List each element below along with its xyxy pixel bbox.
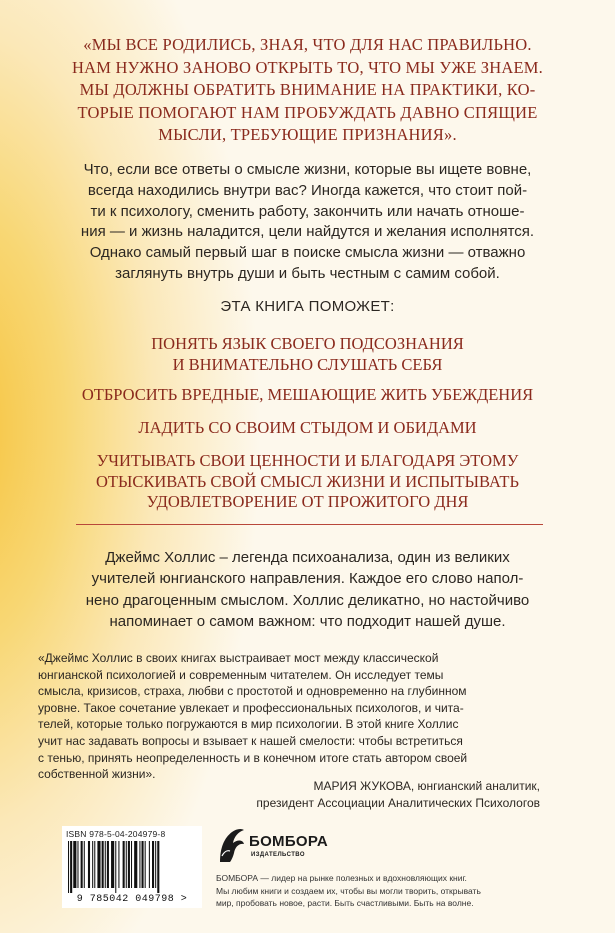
publisher-sub: ИЗДАТЕЛЬСТВО <box>251 852 305 858</box>
intro-line: ти к психологу, сменить работу, закончить или начать отноше- <box>90 202 525 220</box>
barcode-stripe <box>111 841 114 888</box>
barcode-stripe <box>107 841 109 888</box>
intro-line: заглянуть внутрь души и быть честным с самим собой. <box>115 264 500 282</box>
review-line: телей, которые только погружаются в мир психологии. В этой книге Холлис <box>38 717 459 732</box>
review-line: учит нас задавать вопросы и взывает к нашей смелости: чтобы встретиться <box>38 733 463 748</box>
barcode-stripe <box>88 841 90 888</box>
barcode-number: 9 785042 049798 > <box>76 894 188 905</box>
review-attribution <box>230 778 540 812</box>
benefit-item-2 <box>20 385 595 406</box>
barcode-stripe <box>155 841 156 888</box>
publisher-line: Мы любим книги и создаем их, чтобы вы могли творить, открывать <box>216 885 481 896</box>
quote-line: МЫСЛИ, ТРЕБУЮЩИЕ ПРИЗНАНИЯ». <box>158 125 457 144</box>
barcode-stripe <box>145 841 146 888</box>
review-line: «Джеймс Холлис в своих книгах выстраивает мост между классической <box>38 651 439 665</box>
barcode-stripe <box>94 841 95 888</box>
barcode-stripe <box>105 841 106 888</box>
publisher-line: мир, пробовать новое, расти. Быть счастливыми. Быть на волне. <box>216 898 474 908</box>
helps-heading: ЭТА КНИГА ПОМОЖЕТ: <box>220 298 395 315</box>
barcode-stripe <box>115 841 116 893</box>
barcode-stripe <box>84 841 85 888</box>
intro-line: ния — и жизнь наладится, цели найдутся и желания исполнятся. <box>80 223 535 241</box>
benefit-line: ОТБРОСИТЬ ВРЕДНЫЕ, МЕШАЮЩИЕ ЖИТЬ УБЕЖДЕНИЯ <box>81 385 534 404</box>
isbn-label: ISBN 978-5-04-204979-8 <box>66 829 166 839</box>
barcode-stripe <box>102 841 104 888</box>
publisher-line: БОМБОРА — лидер на рынке полезных и вдохновляющих книг. <box>216 873 467 883</box>
barcode-stripe <box>134 841 137 888</box>
review-quote <box>38 650 578 783</box>
bio-line: напоминает о самом важном: что подходит нашей душе. <box>109 612 506 630</box>
review-line: собственной жизни». <box>38 767 156 782</box>
bio-line: Джеймс Холлис – легенда психоанализа, один из великих <box>105 549 510 566</box>
barcode-stripe <box>70 841 72 893</box>
barcode-stripe <box>157 841 159 893</box>
barcode-stripe <box>97 841 100 888</box>
barcode-stripe <box>128 841 130 888</box>
quote-line: МЫ ДОЛЖНЫ ОБРАТИТЬ ВНИМАНИЕ НА ПРАКТИКИ, КО- <box>79 80 536 99</box>
barcode-stripe <box>92 841 93 888</box>
barcode <box>62 826 202 908</box>
bio-line: учителей юнгианского направления. Каждое его слово напол- <box>91 570 524 588</box>
review-line: с тенью, принять неопределенность и в конечном итоге стать автором своей <box>38 750 468 765</box>
quote-line: НАМ НУЖНО ЗАНОВО ОТКРЫТЬ ТО, ЧТО МЫ УЖЕ ЗНАЕМ. <box>72 57 543 77</box>
quote-line: «МЫ ВСЕ РОДИЛИСЬ, ЗНАЯ, ЧТО ДЛЯ НАС ПРАВИЛЬНО. <box>83 35 532 54</box>
barcode-stripe <box>81 841 83 888</box>
publisher-wave-icon <box>218 826 246 864</box>
review-line: уровне. Такое сочетание увлекает и профессиональных психологов, и чита- <box>38 700 464 715</box>
barcode-stripe <box>142 841 144 888</box>
benefit-line: ЛАДИТЬ СО СВОИМ СТЫДОМ И ОБИДАМИ <box>138 418 477 437</box>
benefit-line: УЧИТЫВАТЬ СВОИ ЦЕННОСТИ И БЛАГОДАРЯ ЭТОМУ <box>96 451 519 470</box>
review-line: юнгианской психологией и современным читателем. Он исследует темы <box>38 667 444 682</box>
benefit-item-1 <box>20 334 595 375</box>
benefit-line: ОТЫСКИВАТЬ СВОЙ СМЫСЛ ЖИЗНИ И ИСПЫТЫВАТЬ <box>95 471 519 491</box>
benefit-line: ПОНЯТЬ ЯЗЫК СВОЕГО ПОДСОЗНАНИЯ <box>151 334 464 353</box>
barcode-stripe <box>149 841 150 888</box>
quote-line: ТОРЫЕ ПОМОГАЮТ НАМ ПРОБУЖДАТЬ ДАВНО СПЯЩИЕ <box>77 102 538 122</box>
benefit-item-3 <box>20 418 595 439</box>
intro-line: Однако самый первый шаг в поиске смысла жизни — отважно <box>89 244 526 262</box>
epigraph-quote <box>22 34 593 147</box>
benefit-line: УДОВЛЕТВОРЕНИЕ ОТ ПРОЖИТОГО ДНЯ <box>146 492 469 511</box>
barcode-stripe <box>68 841 69 893</box>
intro-paragraph <box>30 160 585 285</box>
section-divider <box>76 524 543 525</box>
review-line: смысла, кризисов, страха, любви с простотой и одновременно на глубинном <box>38 684 467 699</box>
barcode-stripe <box>139 841 140 888</box>
publisher-logo <box>218 826 368 870</box>
benefit-item-4 <box>20 451 595 513</box>
benefit-line: И ВНИМАТЕЛЬНО СЛУШАТЬ СЕБЯ <box>172 354 443 374</box>
attribution-title: президент Ассоциации Аналитических Психологов <box>256 796 540 810</box>
barcode-stripe <box>118 841 119 888</box>
barcode-stripe <box>123 841 125 888</box>
intro-line: всегда находились внутри вас? Иногда кажется, что стоит пой- <box>87 181 528 199</box>
bio-line: нено драгоценным смыслом. Холлис деликатно, но настойчиво <box>85 591 530 609</box>
publisher-blurb <box>216 872 506 910</box>
barcode-stripe <box>77 841 78 888</box>
barcode-stripe <box>152 841 154 888</box>
intro-line: Что, если все ответы о смысле жизни, которые вы ищете вовне, <box>83 161 532 178</box>
barcode-bars <box>68 841 192 893</box>
author-bio <box>30 547 585 632</box>
barcode-stripe <box>126 841 127 888</box>
barcode-stripe <box>73 841 76 888</box>
barcode-stripe <box>131 841 132 888</box>
attribution-name: МАРИЯ ЖУКОВА, юнгианский аналитик, <box>313 779 540 793</box>
publisher-name: БОМБОРА <box>249 833 329 850</box>
